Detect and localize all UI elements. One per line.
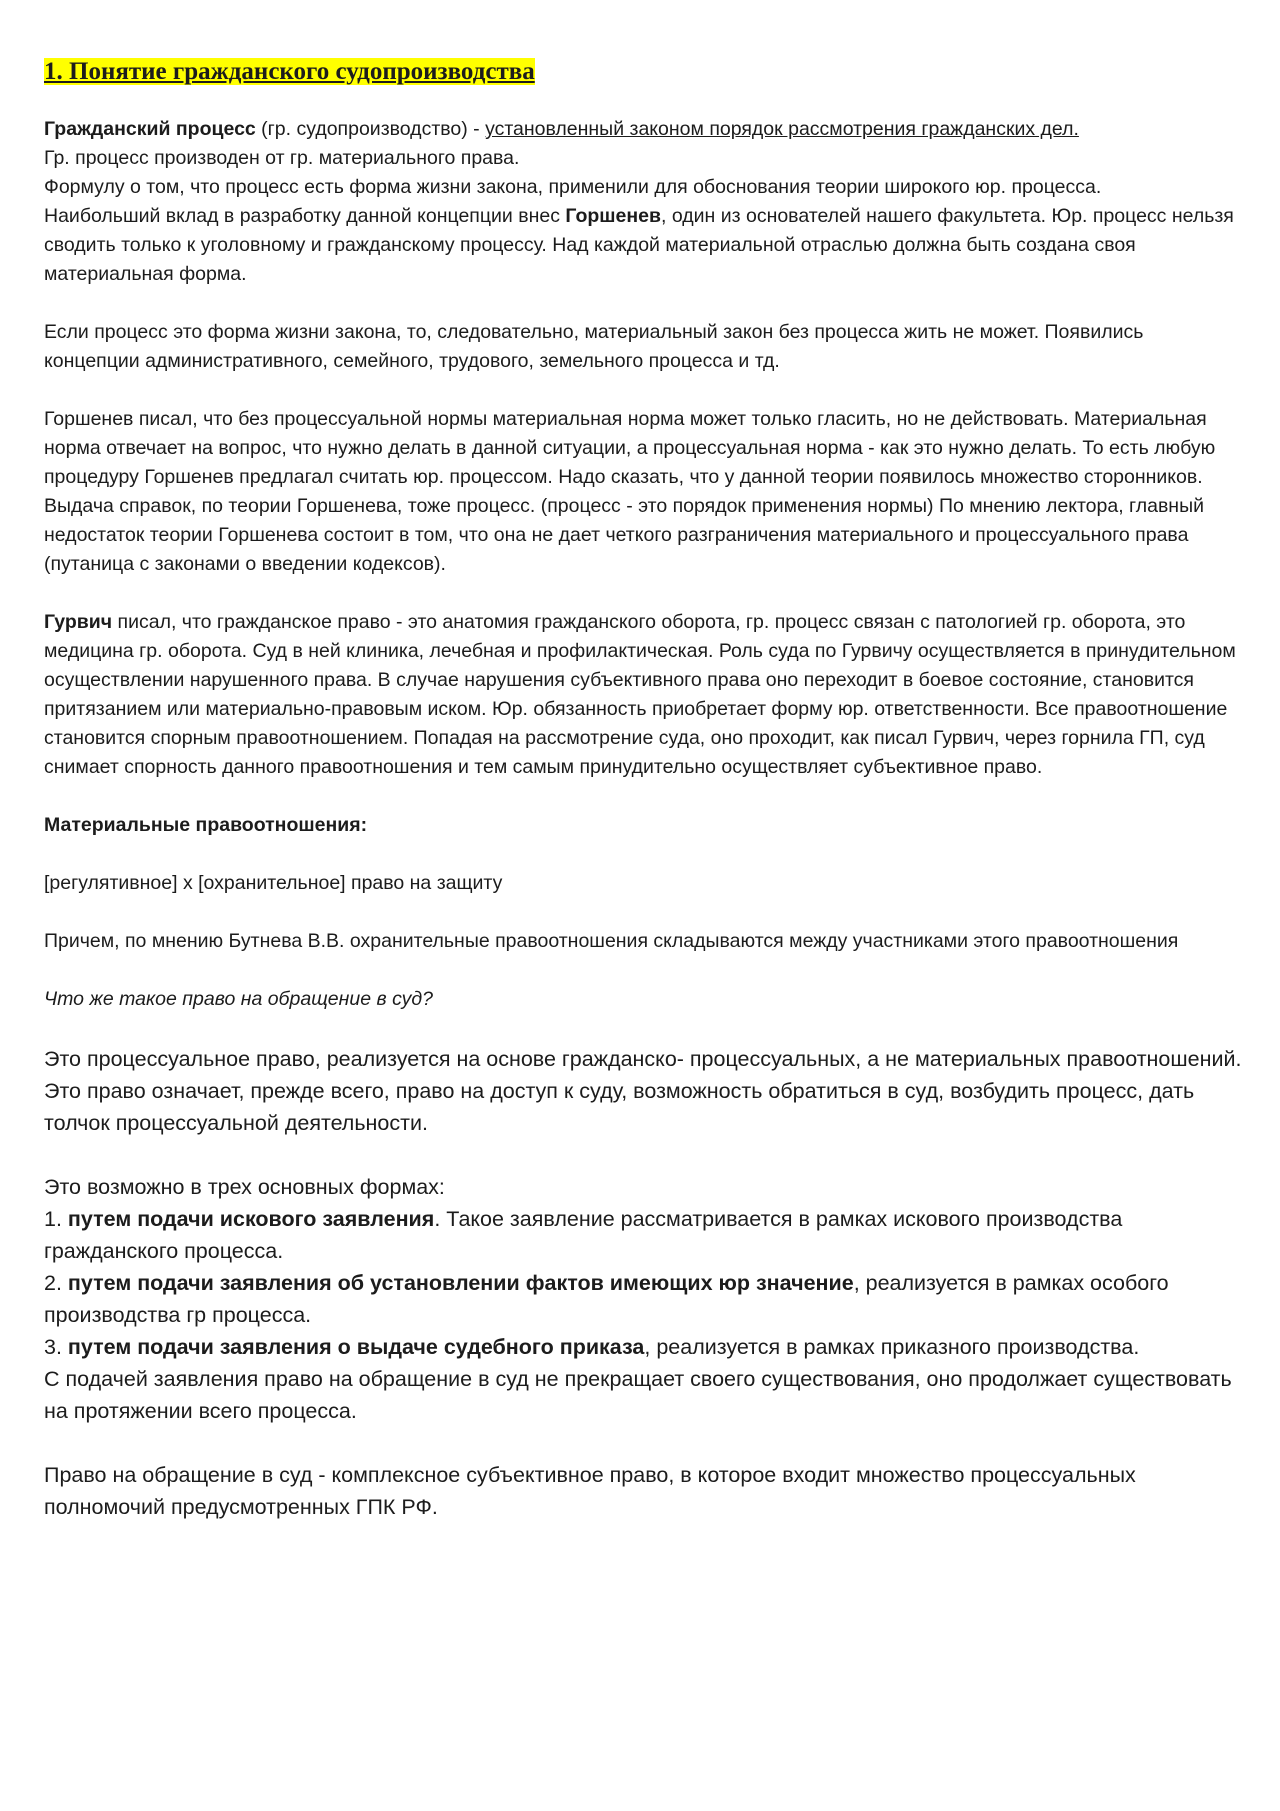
name-gorshenev: Горшенев [565, 205, 662, 227]
paragraph-gorshenev-theory: Горшенев писал, что без процессуальной нормы материальная норма может только гласить, но не действовать. Материальная норма отвечает на вопрос, что нужно делать в данной ситуации, а процессуальная норма - как это нужно делать. То есть любую процедуру Горшенев предлагал считать юр. процессом. Надо сказать, что у данной теории появилось множество сторонников. Выдача справок, по теории Горшенева, тоже процесс. (процесс - это порядок применения нормы) По мнению лектора, главный недостаток теории Горшенева состоит в том, что она не дает четкого разграничения материального и процессуального права (путаница с законами о введении кодексов). [44, 408, 1216, 575]
paragraph-gurvich-theory [44, 608, 1244, 782]
list-item-number: 2. [44, 1271, 68, 1295]
name-gurvich: Гурвич [44, 611, 113, 633]
paragraph-procedural-right: Это процессуальное право, реализуется на основе гражданско- процессуальных, а не материальных правоотношений. Это право означает, прежде всего, право на доступ к суду, возможность обратиться в суд, возбудить процесс, дать толчок процессуальной деятельности. [44, 1047, 1242, 1135]
term-civil-process: Гражданский процесс [44, 118, 256, 140]
paragraph-complex-right: Право на обращение в суд - комплексное субъективное право, в которое входит множество процессуальных полномочий предусмотренных ГПК РФ. [44, 1463, 1136, 1519]
list-item-3-text: , реализуется в рамках приказного производства. [644, 1335, 1140, 1359]
paragraph-form-of-law: Если процесс это форма жизни закона, то, следовательно, материальный закон без процесса жить не может. Появились концепции административного, семейного, трудового, земельного процесса и тд. [44, 321, 1144, 372]
list-item-1-bold: путем подачи искового заявления [67, 1207, 435, 1231]
material-relations-heading [44, 811, 1244, 840]
contribution-text-rest: , один из основателей нашего факультета. Юр. процесс нельзя сводить только к уголовному и гражданскому процессу. Над каждой материальной отраслью должна быть создана своя материальная форма. [44, 205, 1234, 285]
relations-formula: [регулятивное] х [охранительное] право на защиту [44, 872, 503, 894]
paragraph-civil-process [44, 115, 1244, 289]
question-line [44, 985, 1244, 1014]
paragraph-forms-list [44, 1171, 1244, 1427]
list-item-number: 3. [44, 1335, 68, 1359]
contribution-text: Наибольший вклад в разработку данной концепции внес [44, 205, 566, 227]
list-item-3-bold: путем подачи заявления о выдаче судебного приказа [67, 1335, 645, 1359]
heading-highlight: 1. Понятие гражданского судопроизводства [44, 58, 535, 85]
gurvich-text: писал, что гражданское право - это анатомия гражданского оборота, гр. процесс связан с патологией гр. оборота, это медицина гр. оборота. Суд в ней клиника, лечебная и профилактическая. Роль суда по Гурвичу осуществляется в принудительном осуществлении нарушенного права. В случае нарушения субъективного права оно переходит в боевое состояние, становится притязанием или материально-правовым иском. Юр. обязанность приобретает форму юр. ответственности. Все правоотношение становится спорным правоотношением. Попадая на рассмотрение суда, оно проходит, как писал Гурвич, через горнила ГП, суд снимает спорность данного правоотношения и тем самым принудительно осуществляет субъективное право. [44, 611, 1236, 778]
formula-sentence: Формулу о том, что процесс есть форма жизни закона, применили для обоснования теории широкого юр. процесса. [44, 176, 1102, 198]
section-heading [44, 56, 1244, 88]
document-page [44, 56, 1244, 1523]
forms-outro: С подачей заявления право на обращение в суд не прекращает своего существования, оно продолжает существовать на протяжении всего процесса. [44, 1367, 1232, 1423]
question-text: Что же такое право на обращение в суд? [44, 988, 433, 1010]
paragraph-butnev: Причем, по мнению Бутнева В.В. охранительные правоотношения складываются между участниками этого правоотношения [44, 930, 1179, 952]
material-relations-label: Материальные правоотношения: [44, 814, 368, 836]
list-item-2-bold: путем подачи заявления об установлении фактов имеющих юр значение [67, 1271, 854, 1295]
list-item-number: 1. [44, 1207, 68, 1231]
list-item-1-text: . Такое заявление рассматривается в рамках искового производства гражданского процесса. [44, 1207, 1123, 1263]
term-abbr: (гр. судопроизводство) - [255, 118, 486, 140]
forms-intro: Это возможно в трех основных формах: [44, 1175, 445, 1199]
civil-process-definition: установленный законом порядок рассмотрения гражданских дел. [485, 118, 1079, 140]
list-item-2-text: , реализуется в рамках особого производства гр процесса. [44, 1271, 1169, 1327]
derived-sentence: Гр. процесс производен от гр. материального права. [44, 147, 520, 169]
